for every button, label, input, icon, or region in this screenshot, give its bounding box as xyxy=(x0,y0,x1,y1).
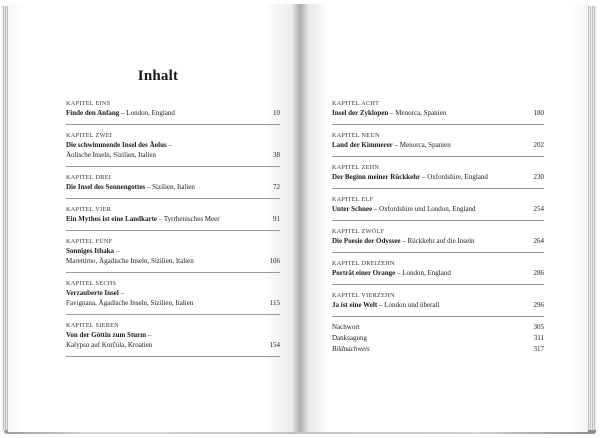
chapter-title: Ein Mythos ist eine Landkarte xyxy=(66,215,158,223)
toc-entry xyxy=(332,100,544,118)
toc-line xyxy=(332,268,544,278)
chapter-label: KAPITEL SECHS xyxy=(66,280,117,287)
page-number: 115 xyxy=(269,299,280,307)
toc-line xyxy=(332,140,544,150)
toc-divider xyxy=(332,316,544,317)
chapter-title: Land der Kimmerer xyxy=(332,141,393,149)
left-page xyxy=(8,4,300,432)
toc-line xyxy=(66,288,280,298)
chapter-location: – Oxfordshire und London, England xyxy=(372,205,476,213)
toc-divider xyxy=(332,220,544,221)
chapter-location: – London und überall xyxy=(377,301,440,309)
chapter-location: – Tyrrhenisches Meer xyxy=(157,215,220,223)
chapter-title: Der Beginn meiner Rückkehr xyxy=(332,173,421,181)
chapter-location: Kalypso auf Korčula, Kroatien xyxy=(66,341,153,349)
chapter-location: – London, England xyxy=(119,109,175,117)
toc-line xyxy=(66,340,280,350)
toc-line xyxy=(66,298,280,308)
toc-divider xyxy=(66,230,280,231)
chapter-label: KAPITEL FÜNF xyxy=(66,238,113,245)
page-number: 154 xyxy=(269,341,280,349)
chapter-label: KAPITEL VIERZEHN xyxy=(332,292,395,299)
chapter-title: Ja ist eine Welt xyxy=(332,301,378,309)
page-number: 311 xyxy=(533,334,544,342)
page-number: 296 xyxy=(533,301,544,309)
page-number: 180 xyxy=(533,109,544,117)
chapter-location: – Rückkehr auf die Inseln xyxy=(400,237,475,245)
page-number: 91 xyxy=(273,215,280,223)
appendix-label: Danksagung xyxy=(332,334,367,342)
chapter-label: KAPITEL VIER xyxy=(66,206,112,213)
toc-divider xyxy=(332,284,544,285)
toc-line xyxy=(66,150,280,160)
toc-divider xyxy=(66,166,280,167)
toc-entry xyxy=(332,228,544,246)
toc-divider xyxy=(332,156,544,157)
chapter-location: – xyxy=(114,247,120,255)
toc-divider xyxy=(332,252,544,253)
toc-divider xyxy=(66,356,280,357)
toc-entry xyxy=(332,164,544,182)
chapter-label: KAPITEL ZEHN xyxy=(332,164,380,171)
chapter-label: KAPITEL ZWÖLF xyxy=(332,228,385,235)
page-edges-right xyxy=(588,6,596,430)
chapter-location: – xyxy=(146,331,152,339)
appendix-list xyxy=(332,322,544,355)
toc-divider xyxy=(332,124,544,125)
appendix-label: Bildnachweis xyxy=(332,345,370,353)
chapter-title: Die schwimmende Insel des Äolus xyxy=(66,141,167,149)
chapter-location: – Oxfordshire, England xyxy=(420,173,488,181)
chapter-location: – Menorca, Spanien xyxy=(388,109,447,117)
chapter-label: KAPITEL DREI xyxy=(66,174,112,181)
page-number: 72 xyxy=(273,183,280,191)
chapter-title: Die Poesie der Odyssee xyxy=(332,237,401,245)
page-number: 264 xyxy=(533,237,544,245)
toc-line xyxy=(332,108,544,118)
chapter-location: Marettimo, Ägadische Inseln, Sizilien, Italien xyxy=(66,257,194,265)
chapter-label: KAPITEL ELF xyxy=(332,196,374,203)
page-number: 305 xyxy=(533,323,544,331)
chapter-label: KAPITEL ZWEI xyxy=(66,132,113,139)
toc-entry xyxy=(332,196,544,214)
toc-entry xyxy=(332,132,544,150)
page-number: 230 xyxy=(533,173,544,181)
chapter-title: Unter Schnee xyxy=(332,205,373,213)
toc-divider xyxy=(66,124,280,125)
page-number: 254 xyxy=(533,205,544,213)
chapter-location: Äolische Inseln, Sizilien, Italien xyxy=(66,151,157,159)
page-number: 10 xyxy=(273,109,280,117)
toc-divider xyxy=(66,272,280,273)
book-gutter xyxy=(292,4,308,432)
appendix-label: Nachwort xyxy=(332,323,360,331)
toc-entry xyxy=(66,322,280,350)
toc-divider xyxy=(66,314,280,315)
toc-entry xyxy=(332,260,544,278)
toc-line xyxy=(332,172,544,182)
chapter-title: Von der Göttin zum Sturm xyxy=(66,331,147,339)
toc-entry xyxy=(66,206,280,224)
toc-line xyxy=(66,182,280,192)
toc-divider xyxy=(332,188,544,189)
toc-entry xyxy=(66,238,280,266)
toc-divider xyxy=(66,198,280,199)
chapter-title: Die Insel des Sonnengottes xyxy=(66,183,146,191)
page-number: 38 xyxy=(273,151,280,159)
chapter-location: Favignana, Ägadische Inseln, Sizilien, Italien xyxy=(66,299,194,307)
right-page xyxy=(300,4,588,432)
chapter-label: KAPITEL SIEBEN xyxy=(66,322,119,329)
chapter-title: Finde den Anfang xyxy=(66,109,120,117)
chapter-label: KAPITEL EINS xyxy=(66,100,111,107)
chapter-location: – xyxy=(118,289,125,297)
chapter-title: Insel der Zyklopen xyxy=(332,109,389,117)
page-number: 106 xyxy=(269,257,280,265)
toc-line xyxy=(332,204,544,214)
chapter-title: Porträt einer Orange xyxy=(332,269,396,277)
toc-line xyxy=(66,108,280,118)
chapter-title: Sonniges Ithaka xyxy=(66,247,115,255)
appendix-item xyxy=(332,322,544,333)
toc-title: Inhalt xyxy=(137,68,179,84)
toc-line xyxy=(66,246,280,256)
toc-line xyxy=(66,256,280,266)
chapter-location: – Sizilien, Italien xyxy=(145,183,195,191)
toc-line xyxy=(66,140,280,150)
toc-entry xyxy=(66,100,280,118)
page-number: 286 xyxy=(533,269,544,277)
toc-entry xyxy=(332,292,544,310)
toc-line xyxy=(66,214,280,224)
chapter-location: – xyxy=(166,141,172,149)
chapter-title: Verzauberte Insel xyxy=(66,289,119,297)
toc-line xyxy=(332,300,544,310)
appendix-item xyxy=(332,344,544,355)
chapter-location: – London, England xyxy=(395,269,451,277)
toc-line xyxy=(66,330,280,340)
toc-entry xyxy=(66,174,280,192)
toc-entry xyxy=(66,280,280,308)
chapter-label: KAPITEL NEUN xyxy=(332,132,380,139)
page-number: 317 xyxy=(533,345,544,353)
chapter-location: – Menorca, Spanien xyxy=(392,141,451,149)
toc-line xyxy=(332,236,544,246)
chapter-label: KAPITEL DREIZEHN xyxy=(332,260,395,267)
appendix-item xyxy=(332,333,544,344)
chapter-label: KAPITEL ACHT xyxy=(332,100,380,107)
toc-entry xyxy=(66,132,280,160)
page-number: 202 xyxy=(533,141,544,149)
